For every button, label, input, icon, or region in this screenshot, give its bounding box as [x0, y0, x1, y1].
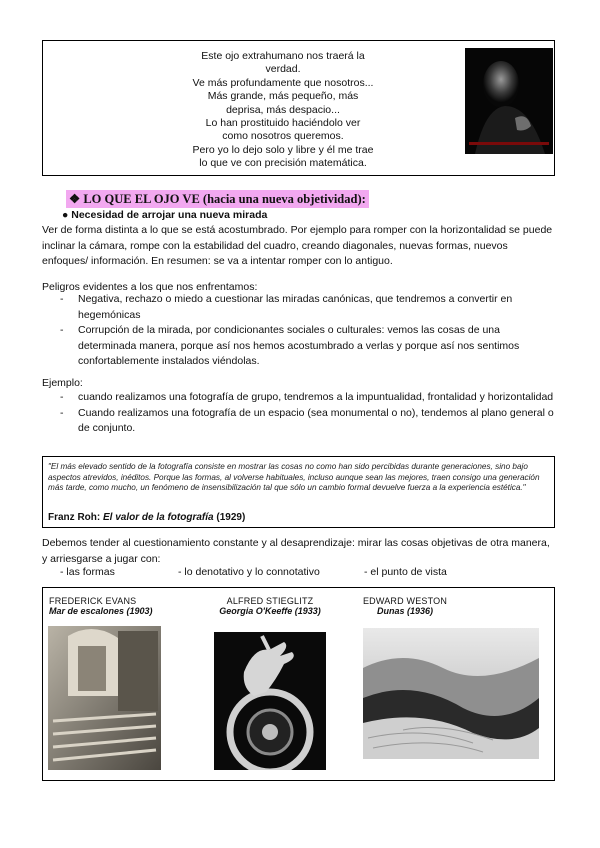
list-item: - Corrupción de la mirada, por condicionantes sociales o culturales: vemos las cosas de una determinada manera, porque así nos hemos acostumbrado a verlas y porque así nos sentimos confortablemente instalados viéndolas. [42, 323, 556, 370]
poem-line: Ve más profundamente que nosotros... [192, 76, 374, 89]
poem-line: Este ojo extrahumano nos traerá la [201, 50, 365, 62]
poem-box [42, 40, 555, 176]
photographer-name: ALFRED STIEGLITZ [226, 596, 314, 606]
stieglitz-photo [214, 632, 326, 770]
peligros-intro: Peligros evidentes a los que nos enfrentamos: [42, 281, 258, 293]
peligros-list [42, 292, 556, 370]
photographer-name: EDWARD WESTON [362, 596, 448, 606]
quote-year: (1929) [213, 512, 246, 523]
poem-line: Lo han prostituido haciéndolo ver [205, 117, 361, 130]
photo-examples-box [42, 587, 555, 781]
poem-line: Pero yo lo dejo solo y libre y él me trae [192, 143, 374, 156]
quote-attribution [48, 512, 245, 523]
list-item: - cuando realizamos una fotografía de grupo, tendremos a la impuntualidad, frontalidad y horizontalidad [42, 390, 556, 406]
poem-line: verdad. [265, 63, 301, 76]
list-item: - Cuando realizamos una fotografía de un espacio (sea monumental o no), tendemos al plano general o de conjunto. [42, 406, 556, 437]
subheading: ● Necesidad de arrojar una nueva mirada [62, 209, 268, 221]
poem-line: lo que ve con precisión matemática. [199, 157, 367, 170]
photo-caption-stieglitz [205, 596, 335, 616]
poem-text [153, 50, 413, 171]
photographer-name: FREDERICK EVANS [49, 596, 137, 606]
quote-text: "El más elevado sentido de la fotografía consiste en mostrar las cosas no como han sido percibidas durante generaciones, sino bajo aspectos atrevidos, inéditos. Porque las formas, al volverse habituales, incluso aunque sean las mejores, traen consigo una generación más tarde, como mucho, un fenómeno de insensibilización tal que sólo un cambio formal devuelve fuerza a la experiencia estética." [48, 462, 540, 493]
poem-line: como nosotros queremos. [222, 130, 344, 143]
paragraph: Ver de forma distinta a lo que se está acostumbrado. Por ejemplo para romper con la horizontalidad se puede inclinar la cámara, rompe con la estabilidad del cuadro, creando diagonales, nuevas formas, nuevos enfoques/ información. En resumen: se va a intentar romper con lo antiguo. [42, 224, 553, 267]
section-heading: ❖ LO QUE EL OJO VE (hacia una nueva objetividad): [66, 190, 369, 208]
quote-work: El valor de la fotografía [103, 512, 214, 523]
portrait-photo [465, 48, 553, 154]
paragraph: Debemos tender al cuestionamiento constante y al desaprendizaje: mirar las cosas objetivas de otra manera, y arriesgarse a jugar con: [42, 537, 550, 565]
forma-item: - lo denotativo y lo connotativo [178, 566, 320, 578]
quote-author: Franz Roh: [48, 512, 103, 523]
photo-title: Georgia O'Keeffe (1933) [219, 606, 321, 616]
photo-caption-weston [353, 596, 457, 616]
forma-item: - las formas [60, 566, 115, 578]
list-item: - Negativa, rechazo o miedo a cuestionar las miradas canónicas, que tendremos a convertir en hegemónicas [42, 292, 556, 323]
forma-item: - el punto de vista [364, 566, 447, 578]
photo-title: Mar de escalones (1903) [49, 606, 153, 616]
weston-photo [363, 628, 539, 759]
ejemplo-list [42, 390, 556, 437]
photo-title: Dunas (1936) [376, 606, 434, 616]
poem-line: Más grande, más pequeño, más [207, 90, 359, 103]
ejemplo-intro: Ejemplo: [42, 377, 83, 389]
poem-line: deprisa, más despacio... [226, 103, 340, 116]
quote-box [42, 456, 555, 528]
photo-caption-evans [49, 596, 153, 616]
evans-photo [48, 626, 161, 770]
